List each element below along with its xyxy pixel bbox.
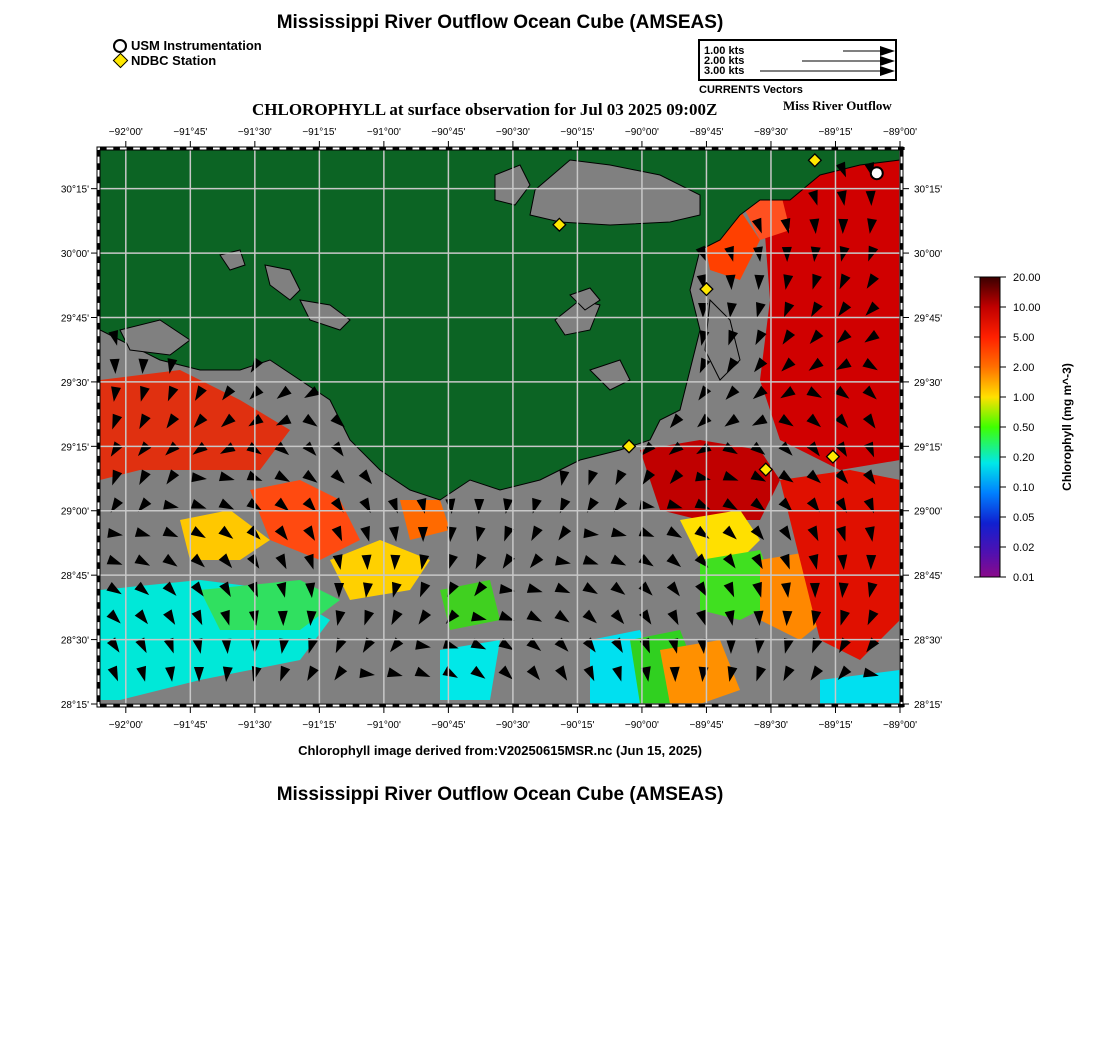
lon-tick-label-bottom: −92°00' <box>108 720 143 731</box>
colorbar <box>960 260 1100 600</box>
lon-tick-label-bottom: −90°30' <box>495 720 530 731</box>
lon-tick-label-bottom: −90°15' <box>560 720 595 731</box>
colorbar-tick-label: 0.05 <box>1013 512 1035 524</box>
lat-tick-label-left: 30°15' <box>60 184 89 196</box>
lon-tick-label-bottom: −91°15' <box>302 720 337 731</box>
chart-subtitle: CHLOROPHYLL at surface observation for Jul 03 2025 09:00Z <box>252 100 718 119</box>
lon-tick-label-bottom: −89°00' <box>883 720 917 731</box>
lon-tick-label-bottom: −89°45' <box>689 720 724 731</box>
lon-tick-label-top: −89°30' <box>753 127 788 138</box>
currents-label: CURRENTS Vectors <box>699 84 803 96</box>
colorbar-tick-label: 1.00 <box>1013 392 1035 404</box>
lon-tick-label-top: −91°00' <box>366 127 401 138</box>
lon-tick-label-bottom: −89°15' <box>818 720 853 731</box>
speed-label-3: 3.00 kts <box>704 65 745 77</box>
colorbar-tick-label: 20.00 <box>1013 272 1041 284</box>
colorbar-tick-label: 2.00 <box>1013 362 1035 374</box>
legend-usm-label: USM Instrumentation <box>131 38 262 53</box>
lat-tick-label-right: 28°15' <box>914 700 943 711</box>
lon-tick-label-top: −89°15' <box>818 127 853 138</box>
colorbar-tick-label: 0.50 <box>1013 422 1035 434</box>
speed-label-2: 2.00 kts <box>704 55 745 67</box>
lon-tick-label-bottom: −91°30' <box>237 720 272 731</box>
colorbar-tick-label: 0.10 <box>1013 482 1035 494</box>
lat-tick-label-right: 28°45' <box>914 571 943 583</box>
lon-tick-label-top: −90°15' <box>560 127 595 138</box>
lat-tick-label-right: 28°30' <box>914 635 943 647</box>
colorbar-gradient <box>980 277 1000 577</box>
lon-tick-label-top: −90°00' <box>624 127 659 138</box>
source-note: Chlorophyll image derived from:V20250615MSR.nc (Jun 15, 2025) <box>298 743 702 758</box>
region-label: Miss River Outflow <box>783 98 892 113</box>
colorbar-tick-label: 10.00 <box>1013 302 1041 314</box>
lon-tick-label-top: −91°45' <box>173 127 208 138</box>
legend-ndbc-label: NDBC Station <box>131 53 217 68</box>
lon-tick-label-top: −91°30' <box>237 127 272 138</box>
lon-tick-label-top: −90°45' <box>431 127 466 138</box>
colorbar-tick-label: 0.02 <box>1013 542 1035 554</box>
colorbar-label: Chlorophyll (mg m^-3) <box>1060 363 1074 491</box>
lat-tick-label-left: 29°45' <box>60 313 89 325</box>
colorbar-tick-label: 0.20 <box>1013 452 1035 464</box>
lon-tick-label-bottom: −91°45' <box>173 720 208 731</box>
lat-tick-label-left: 29°30' <box>60 377 89 389</box>
lat-tick-label-right: 29°00' <box>914 506 943 518</box>
lon-tick-label-bottom: −90°00' <box>624 720 659 731</box>
lon-tick-label-bottom: −90°45' <box>431 720 466 731</box>
usm-station-marker <box>871 167 883 179</box>
lat-tick-label-left: 28°30' <box>60 635 89 647</box>
lon-tick-label-top: −89°00' <box>883 127 917 138</box>
lon-tick-label-bottom: −89°30' <box>753 720 788 731</box>
lat-tick-label-left: 29°00' <box>60 506 89 518</box>
lat-tick-label-left: 28°45' <box>60 571 89 583</box>
lon-tick-label-top: −90°30' <box>495 127 530 138</box>
colorbar-tick-label: 5.00 <box>1013 332 1035 344</box>
lon-tick-label-top: −92°00' <box>108 127 143 138</box>
lat-tick-label-right: 29°30' <box>914 377 943 389</box>
lat-tick-label-left: 28°15' <box>60 700 89 711</box>
lat-tick-label-left: 29°15' <box>60 442 89 454</box>
lat-tick-label-left: 30°00' <box>60 249 89 261</box>
colorbar-tick-label: 0.01 <box>1013 572 1035 584</box>
lat-tick-label-right: 30°00' <box>914 249 943 261</box>
lon-tick-label-top: −91°15' <box>302 127 337 138</box>
footer-title: Mississippi River Outflow Ocean Cube (AMSEAS) <box>276 784 724 805</box>
speed-label-1: 1.00 kts <box>704 45 745 57</box>
chart-title: Mississippi River Outflow Ocean Cube (AMSEAS) <box>276 12 724 33</box>
lat-tick-label-right: 29°15' <box>914 442 943 454</box>
lon-tick-label-top: −89°45' <box>689 127 724 138</box>
lat-tick-label-right: 29°45' <box>914 313 943 325</box>
lon-tick-label-bottom: −91°00' <box>366 720 401 731</box>
lat-tick-label-right: 30°15' <box>914 184 943 196</box>
